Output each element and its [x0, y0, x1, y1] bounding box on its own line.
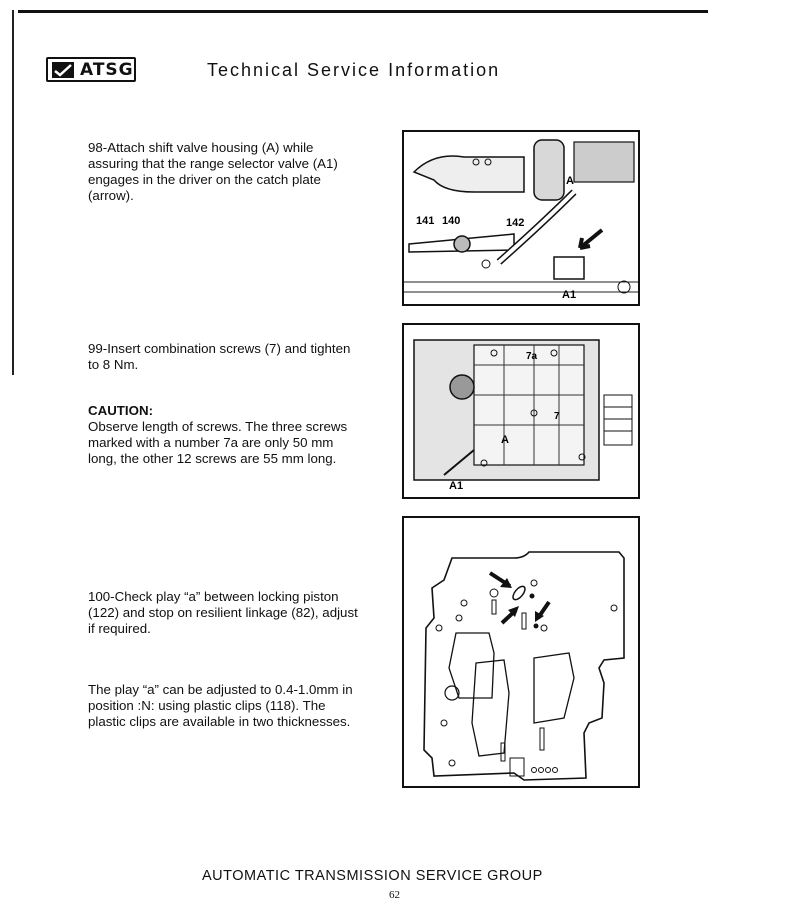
figure-combination-screws	[402, 323, 640, 499]
caution-heading: CAUTION:	[88, 403, 153, 418]
label-a1: A1	[562, 289, 577, 301]
step-98-text: 98-Attach shift valve housing (A) while assuring that the range selector valve (A1) engages in the driver on the catch plate (arrow).	[88, 140, 338, 203]
page-title: Technical Service Information	[207, 60, 501, 80]
label-142: 142	[506, 217, 525, 229]
label-7: 7	[554, 411, 560, 422]
page-number: 62	[389, 889, 400, 901]
label-140: 140	[442, 215, 461, 227]
label-a: A	[501, 434, 509, 446]
play-note-text: The play “a” can be adjusted to 0.4-1.0mm in position :N: using plastic clips (118). The plastic clips are available in two thicknesses.	[88, 682, 353, 729]
logo-text: ATSG	[80, 59, 134, 80]
checkmark-logo-icon	[52, 62, 74, 78]
figure-separator-plate	[402, 516, 640, 788]
label-141: 141	[416, 215, 435, 227]
footer-text: AUTOMATIC TRANSMISSION SERVICE GROUP	[202, 868, 543, 884]
step-99-text: 99-Insert combination screws (7) and tighten to 8 Nm.	[88, 341, 351, 372]
top-rule	[18, 10, 708, 13]
caution-text: Observe length of screws. The three screws marked with a number 7a are only 50 mm long, the other 12 screws are 55 mm long.	[88, 419, 348, 466]
label-a1: A1	[449, 480, 464, 492]
atsg-logo	[46, 57, 136, 82]
figure-2-drawing	[404, 325, 638, 497]
caution-block	[88, 403, 364, 467]
side-rule	[12, 10, 14, 375]
label-a: A	[566, 175, 574, 187]
figure-shift-valve-housing	[402, 130, 640, 306]
label-7a: 7a	[526, 351, 538, 362]
figure-1-drawing	[404, 132, 638, 304]
step-100-text: 100-Check play “a” between locking piston (122) and stop on resilient linkage (82), adjust if required.	[88, 589, 358, 636]
figure-3-drawing	[404, 518, 638, 786]
